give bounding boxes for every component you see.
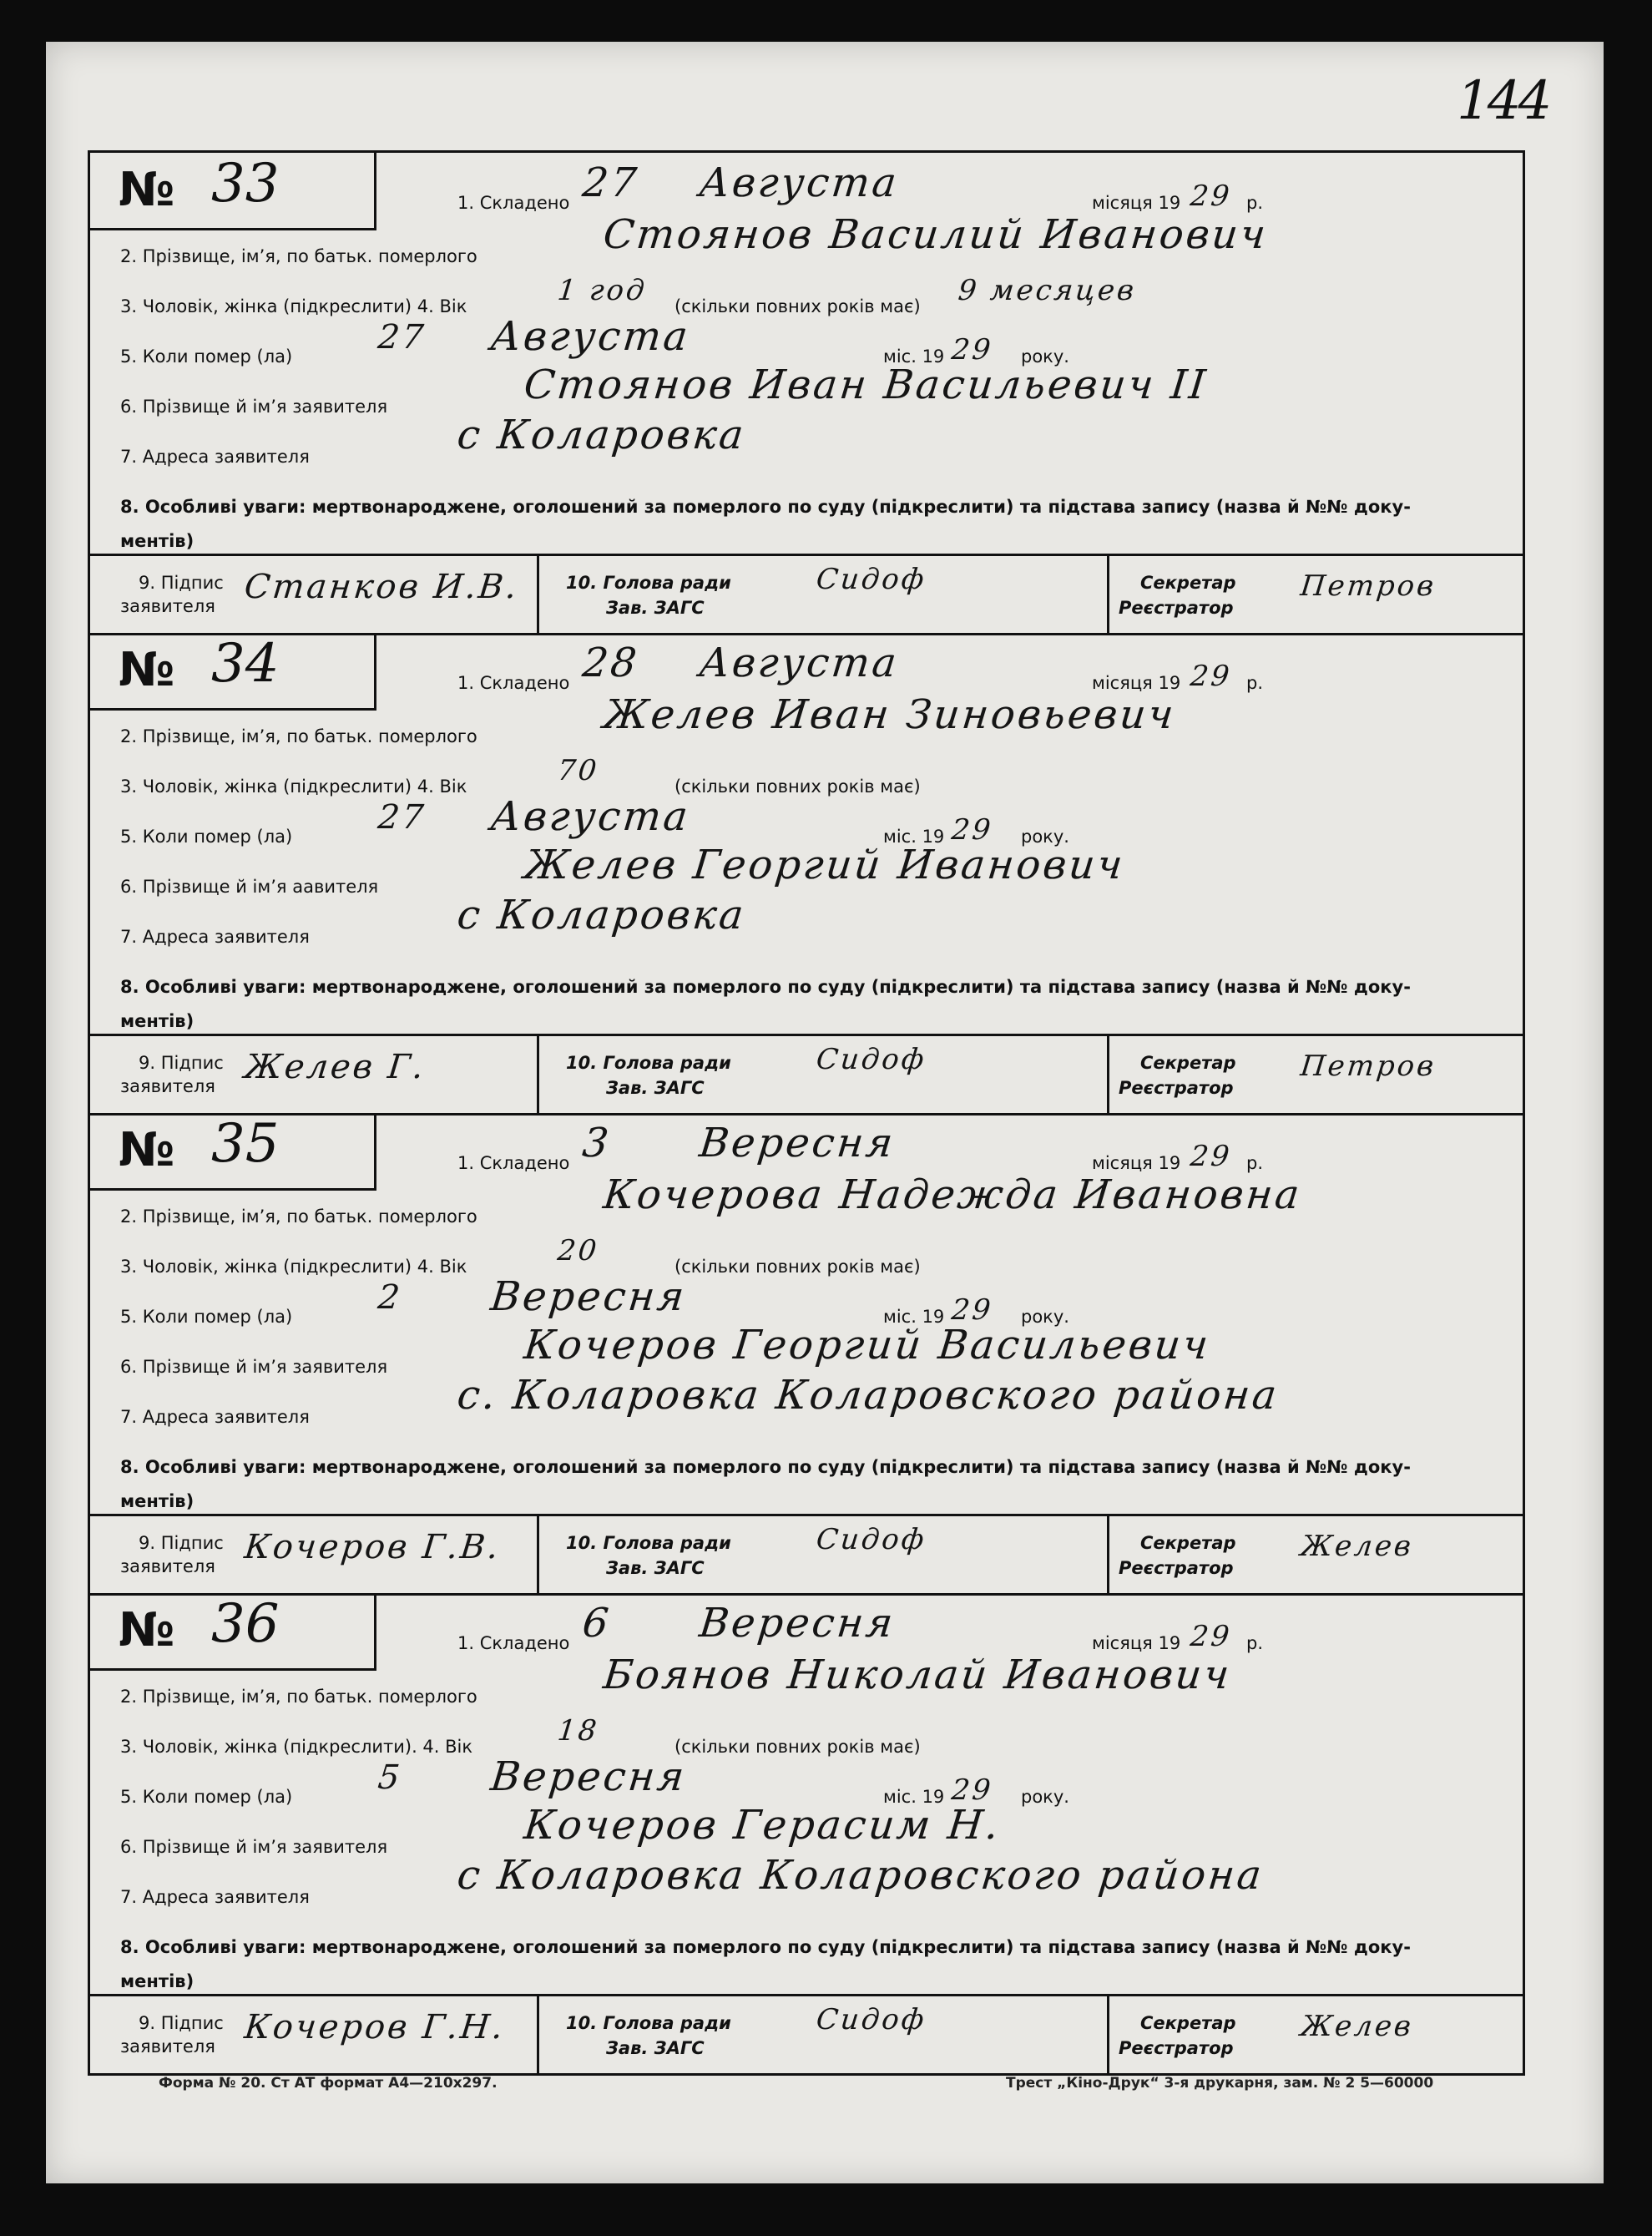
form-footer-right: Трест „Кіно-Друк“ 3-я друкарня, зам. № 2 5—60000 — [1006, 2075, 1434, 2092]
applicant-name: Стоянов Иван Васильевич II — [522, 362, 1210, 408]
sign-applicant-label: заявителя — [120, 1556, 215, 1576]
head-signature: Сидоф — [814, 2003, 928, 2036]
composed-month: Вересня — [697, 1120, 898, 1166]
record-block — [90, 1593, 1523, 2073]
record-number-box — [90, 153, 376, 230]
record-number: 33 — [211, 153, 280, 215]
deceased-age: 70 — [555, 754, 601, 787]
record-number-box — [90, 1113, 376, 1191]
record-block — [90, 633, 1523, 1115]
death-month: Августа — [488, 793, 693, 840]
month-year-label: місяця 19 — [1092, 673, 1181, 693]
zags-label: Зав. ЗАГС — [606, 598, 705, 618]
sign-applicant-label: заявителя — [120, 596, 215, 616]
composed-month: Августа — [697, 159, 902, 206]
applicant-name: Желев Георгий Иванович — [522, 842, 1128, 888]
year-label: року. — [1021, 1787, 1069, 1807]
deceased-name: Желев Иван Зиновьевич — [601, 691, 1179, 738]
age-note-label: (скільки повних років має) — [674, 777, 921, 797]
death-date-label: 5. Коли помер (ла) — [120, 347, 293, 367]
applicant-signature: Кочеров Г.Н. — [242, 2008, 508, 2046]
applicant-address: с Коларовка Коларовского района — [455, 1852, 1266, 1899]
special-notes-cont: ментів) — [120, 531, 195, 551]
document-sheet — [46, 42, 1604, 2183]
special-notes-label: 8. Особливі уваги: мертвонароджене, оголошений за померлого по суду (підкреслити) та підстава запису (назва й №№ доку- — [120, 497, 1411, 517]
composed-year: 29 — [1188, 180, 1234, 213]
registrar-label: Реєстратор — [1119, 1558, 1234, 1578]
special-notes-label: 8. Особливі уваги: мертвонароджене, оголошений за померлого по суду (підкреслити) та підстава запису (назва й №№ доку- — [120, 1937, 1411, 1957]
deceased-name: Стоянов Василий Иванович — [601, 211, 1271, 258]
composed-day: 6 — [580, 1600, 614, 1647]
applicant-address: с Коларовка — [455, 412, 749, 458]
address-label: 7. Адреса заявителя — [120, 1407, 310, 1427]
composed-label: 1. Складено — [457, 193, 570, 213]
death-year: 29 — [949, 333, 995, 367]
registrar-signature: Петров — [1298, 569, 1438, 603]
record-number: 34 — [211, 633, 280, 695]
registrar-signature: Желев — [1298, 2010, 1415, 2043]
deceased-name: Кочерова Надежда Ивановна — [601, 1171, 1304, 1218]
number-sign: № — [119, 643, 175, 697]
composed-day: 3 — [580, 1120, 614, 1166]
deceased-age-months: 9 месяцев — [956, 274, 1139, 307]
head-label: 10. Голова ради — [566, 573, 731, 593]
secretary-label: Секретар — [1140, 573, 1236, 593]
sign-label: 9. Підпис — [139, 2013, 224, 2033]
death-day: 2 — [376, 1278, 404, 1317]
deceased-name-label: 2. Прізвище, ім’я, по батьк. померлого — [120, 246, 477, 266]
applicant-address: с Коларовка — [455, 892, 749, 938]
special-notes-label: 8. Особливі уваги: мертвонароджене, оголошений за померлого по суду (підкреслити) та підстава запису (назва й №№ доку- — [120, 977, 1411, 997]
death-year-label: міс. 19 — [883, 1787, 945, 1807]
number-sign: № — [119, 163, 175, 217]
address-label: 7. Адреса заявителя — [120, 1887, 310, 1907]
number-sign: № — [119, 1123, 175, 1177]
record-block — [90, 1113, 1523, 1596]
page-number: 144 — [1457, 70, 1549, 132]
signature-row — [90, 1514, 1523, 1596]
head-label: 10. Голова ради — [566, 1533, 731, 1553]
applicant-label: 6. Прізвище й ім’я заявителя — [120, 1357, 388, 1377]
deceased-name-label: 2. Прізвище, ім’я, по батьк. померлого — [120, 1687, 477, 1707]
applicant-signature: Кочеров Г.В. — [242, 1528, 503, 1566]
age-note-label: (скільки повних років має) — [674, 296, 921, 316]
address-label: 7. Адреса заявителя — [120, 447, 310, 467]
composed-label: 1. Складено — [457, 673, 570, 693]
death-month: Вересня — [488, 1273, 690, 1320]
record-block — [90, 153, 1523, 635]
composed-day: 28 — [580, 640, 642, 686]
head-label: 10. Голова ради — [566, 2013, 731, 2033]
signature-row — [90, 1994, 1523, 2076]
record-number-box — [90, 1593, 376, 1671]
deceased-age: 20 — [555, 1234, 601, 1267]
composed-year: 29 — [1188, 660, 1234, 693]
head-signature: Сидоф — [814, 563, 928, 596]
death-date-label: 5. Коли помер (ла) — [120, 827, 293, 847]
zags-label: Зав. ЗАГС — [606, 1078, 705, 1098]
applicant-label: 6. Прізвище й ім’я заявителя — [120, 397, 388, 417]
death-record-form — [88, 150, 1525, 2076]
applicant-label: 6. Прізвище й ім’я аавителя — [120, 877, 379, 897]
secretary-label: Секретар — [1140, 1533, 1236, 1553]
composed-year: 29 — [1188, 1140, 1234, 1173]
month-year-label: місяця 19 — [1092, 1153, 1181, 1173]
sex-age-label: 3. Чоловік, жінка (підкреслити) 4. Вік — [120, 777, 467, 797]
month-year-label: місяця 19 — [1092, 1633, 1181, 1653]
sign-label: 9. Підпис — [139, 573, 224, 593]
applicant-address: с. Коларовка Коларовского района — [455, 1372, 1281, 1419]
death-month: Августа — [488, 313, 693, 360]
number-sign: № — [119, 1603, 175, 1657]
death-year: 29 — [949, 813, 995, 847]
applicant-signature: Станков И.В. — [242, 568, 521, 606]
r-label: р. — [1246, 673, 1264, 693]
death-month: Вересня — [488, 1753, 690, 1800]
death-year-label: міс. 19 — [883, 1307, 945, 1327]
sex-age-label: 3. Чоловік, жінка (підкреслити) 4. Вік — [120, 1257, 467, 1277]
death-day: 27 — [376, 798, 428, 837]
year-label: року. — [1021, 1307, 1069, 1327]
sign-label: 9. Підпис — [139, 1053, 224, 1073]
sex-age-label: 3. Чоловік, жінка (підкреслити) 4. Вік — [120, 296, 467, 316]
head-signature: Сидоф — [814, 1523, 928, 1556]
deceased-name: Боянов Николай Иванович — [601, 1652, 1234, 1698]
year-label: року. — [1021, 347, 1069, 367]
applicant-name: Кочеров Георгий Васильевич — [522, 1322, 1213, 1368]
composed-month: Вересня — [697, 1600, 898, 1647]
record-number: 35 — [211, 1113, 280, 1175]
applicant-name: Кочеров Герасим Н. — [522, 1802, 1003, 1849]
composed-year: 29 — [1188, 1620, 1234, 1653]
secretary-label: Секретар — [1140, 2013, 1236, 2033]
death-day: 5 — [376, 1758, 404, 1797]
composed-label: 1. Складено — [457, 1633, 570, 1653]
applicant-signature: Желев Г. — [242, 1048, 428, 1086]
death-day: 27 — [376, 318, 428, 357]
r-label: р. — [1246, 193, 1264, 213]
record-number-box — [90, 633, 376, 711]
head-signature: Сидоф — [814, 1043, 928, 1076]
signature-row — [90, 1034, 1523, 1115]
special-notes-cont: ментів) — [120, 1011, 195, 1031]
registrar-label: Реєстратор — [1119, 1078, 1234, 1098]
composed-day: 27 — [580, 159, 642, 206]
registrar-label: Реєстратор — [1119, 2038, 1234, 2058]
record-number: 36 — [211, 1593, 280, 1655]
zags-label: Зав. ЗАГС — [606, 2038, 705, 2058]
composed-label: 1. Складено — [457, 1153, 570, 1173]
death-year: 29 — [949, 1293, 995, 1327]
r-label: р. — [1246, 1153, 1264, 1173]
r-label: р. — [1246, 1633, 1264, 1653]
age-note-label: (скільки повних років має) — [674, 1257, 921, 1277]
signature-row — [90, 554, 1523, 635]
death-year-label: міс. 19 — [883, 827, 945, 847]
applicant-label: 6. Прізвище й ім’я заявителя — [120, 1837, 388, 1857]
form-footer-left: Форма № 20. Ст АТ формат А4—210х297. — [159, 2075, 498, 2092]
death-year: 29 — [949, 1773, 995, 1807]
death-year-label: міс. 19 — [883, 347, 945, 367]
address-label: 7. Адреса заявителя — [120, 927, 310, 947]
registrar-signature: Желев — [1298, 1530, 1415, 1563]
head-label: 10. Голова ради — [566, 1053, 731, 1073]
special-notes-label: 8. Особливі уваги: мертвонароджене, оголошений за померлого по суду (підкреслити) та підстава запису (назва й №№ доку- — [120, 1457, 1411, 1477]
sex-age-label: 3. Чоловік, жінка (підкреслити). 4. Вік — [120, 1737, 473, 1757]
registrar-signature: Петров — [1298, 1050, 1438, 1083]
month-year-label: місяця 19 — [1092, 193, 1181, 213]
secretary-label: Секретар — [1140, 1053, 1236, 1073]
deceased-name-label: 2. Прізвище, ім’я, по батьк. померлого — [120, 726, 477, 746]
sign-applicant-label: заявителя — [120, 2036, 215, 2056]
year-label: року. — [1021, 827, 1069, 847]
sign-label: 9. Підпис — [139, 1533, 224, 1553]
deceased-name-label: 2. Прізвище, ім’я, по батьк. померлого — [120, 1207, 477, 1227]
sign-applicant-label: заявителя — [120, 1076, 215, 1096]
death-date-label: 5. Коли помер (ла) — [120, 1787, 293, 1807]
deceased-age: 18 — [555, 1714, 601, 1748]
registrar-label: Реєстратор — [1119, 598, 1234, 618]
zags-label: Зав. ЗАГС — [606, 1558, 705, 1578]
composed-month: Августа — [697, 640, 902, 686]
special-notes-cont: ментів) — [120, 1491, 195, 1511]
death-date-label: 5. Коли помер (ла) — [120, 1307, 293, 1327]
deceased-age: 1 год — [555, 274, 649, 307]
special-notes-cont: ментів) — [120, 1971, 195, 1991]
age-note-label: (скільки повних років має) — [674, 1737, 921, 1757]
